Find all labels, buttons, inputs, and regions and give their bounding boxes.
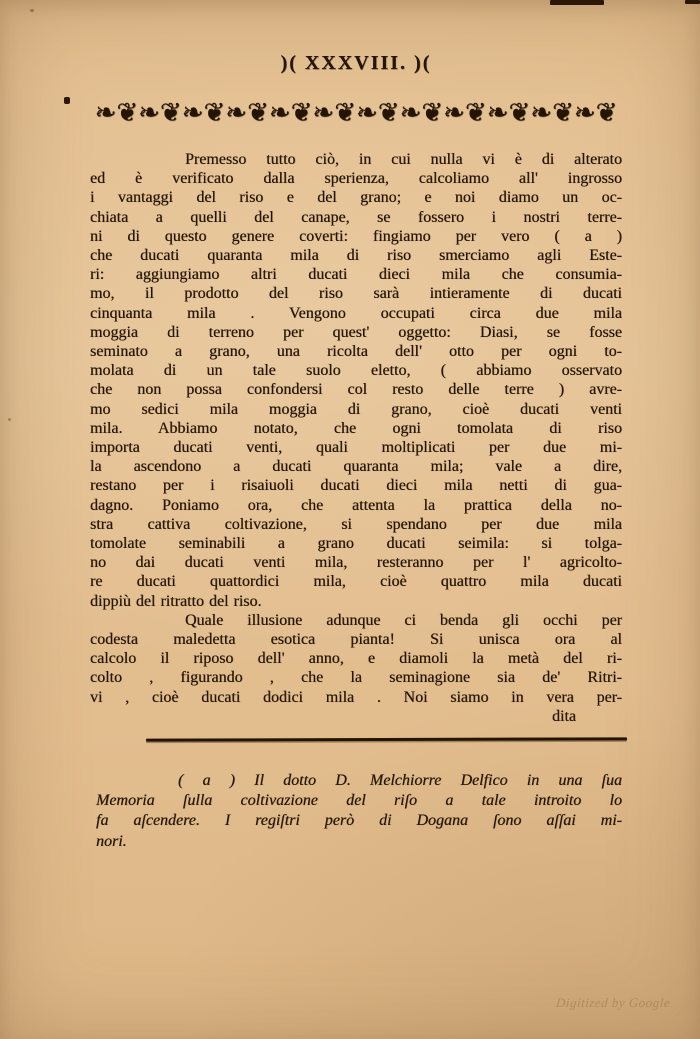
text-line: Premesso tutto ciò, in cui nulla vi è di alterato	[185, 151, 622, 168]
footnote	[96, 771, 622, 852]
page-number-header: )( XXXVIII. )(	[280, 52, 432, 74]
footnote-rule	[146, 737, 627, 741]
ink-speck	[30, 9, 34, 12]
text-line: mo sedici mila moggia di grano, cioè ducati venti	[90, 400, 622, 418]
text-line: importa ducati venti, quali moltiplicati per due mi-	[90, 439, 622, 457]
text-line: ni di questo genere coverti: fingiamo per vero ( a )	[90, 227, 622, 245]
ink-mark	[685, 0, 700, 4]
text-line: la ascendono a ducati quaranta mila; vale a dire,	[90, 458, 622, 476]
text-line: ( a ) Il dotto D. Melchiorre Delfico in una ſua	[178, 772, 622, 789]
text-line: che ducati quaranta mila di riso smerciamo agli Este-	[90, 247, 622, 265]
digitized-watermark: Digitized by Google	[555, 995, 671, 1010]
text-line: codesta maledetta esotica pianta! Si unisca ora al	[90, 631, 622, 649]
text-line: molata di un tale suolo eletto, ( abbiamo osservato	[90, 362, 622, 380]
catchword: dita	[552, 707, 576, 725]
text-line: ed è verificato dalla sperienza, calcoliamo all' ingrosso	[90, 170, 622, 188]
text-line: chiata a quelli del canape, se fossero i nostri terre-	[90, 208, 622, 226]
text-line: ri: aggiungiamo altri ducati dieci mila che consumia-	[90, 266, 622, 284]
text-line: cinquanta mila . Vengono occupati circa due mila	[90, 304, 622, 322]
text-line: dippiù del ritratto del riso.	[90, 592, 262, 610]
body-text	[90, 150, 622, 726]
text-line: dagno. Poniamo ora, che attenta la prattica della no-	[90, 496, 622, 514]
text-line: calcolo il riposo dell' anno, e diamoli la metà del ri-	[90, 650, 622, 668]
text-line: vi , cioè ducati dodici mila . Noi siamo in vera per-	[90, 688, 622, 706]
text-line: re ducati quattordici mila, cioè quattro mila ducati	[90, 573, 622, 591]
ink-mark	[550, 0, 604, 5]
text-line: tomolate seminabili a grano ducati seimila: si tolga-	[90, 535, 622, 553]
ink-speck	[64, 97, 70, 104]
text-line: seminato a grano, una ricolta dell' otto per ogni to-	[90, 343, 622, 361]
text-line: moggia di terreno per quest' oggetto: Diasi, se fosse	[90, 323, 622, 341]
text-line: no dai ducati venti mila, resteranno per l' agricolto-	[90, 554, 622, 572]
paragraph	[90, 611, 622, 707]
paragraph	[90, 150, 622, 611]
text-line: colto , figurando , che la seminagione sia de' Ritri-	[90, 669, 622, 687]
text-line: mo, il prodotto del riso sarà intieramente di ducati	[90, 285, 622, 303]
text-line: mila. Abbiamo notato, che ogni tomolata di riso	[90, 419, 622, 437]
text-line: Quale illusione adunque ci benda gli occhi per	[185, 611, 622, 629]
ink-speck	[8, 418, 11, 421]
text-line: i vantaggi del riso e del grano; e noi diamo un oc-	[90, 189, 622, 207]
text-line: nori.	[96, 832, 127, 850]
text-line: stra cattiva coltivazione, si spendano per due mila	[90, 515, 622, 533]
floral-ornament-band: ❧❦❧❦❧❦❧❦❧❦❧❦❧❦❧❦❧❦❧❦❧❦❧❦	[94, 98, 618, 127]
text-line: restano per i risaiuoli ducati dieci mila netti di gua-	[90, 477, 622, 495]
text-line: Memoria ſulla coltivazione del riſo a tale introito lo	[96, 792, 622, 810]
text-line: fa aſcendere. I regiſtri però di Dogana ſono aſſai mi-	[96, 812, 622, 830]
text-line: che non possa confondersi col resto delle terre ) avre-	[90, 381, 622, 399]
